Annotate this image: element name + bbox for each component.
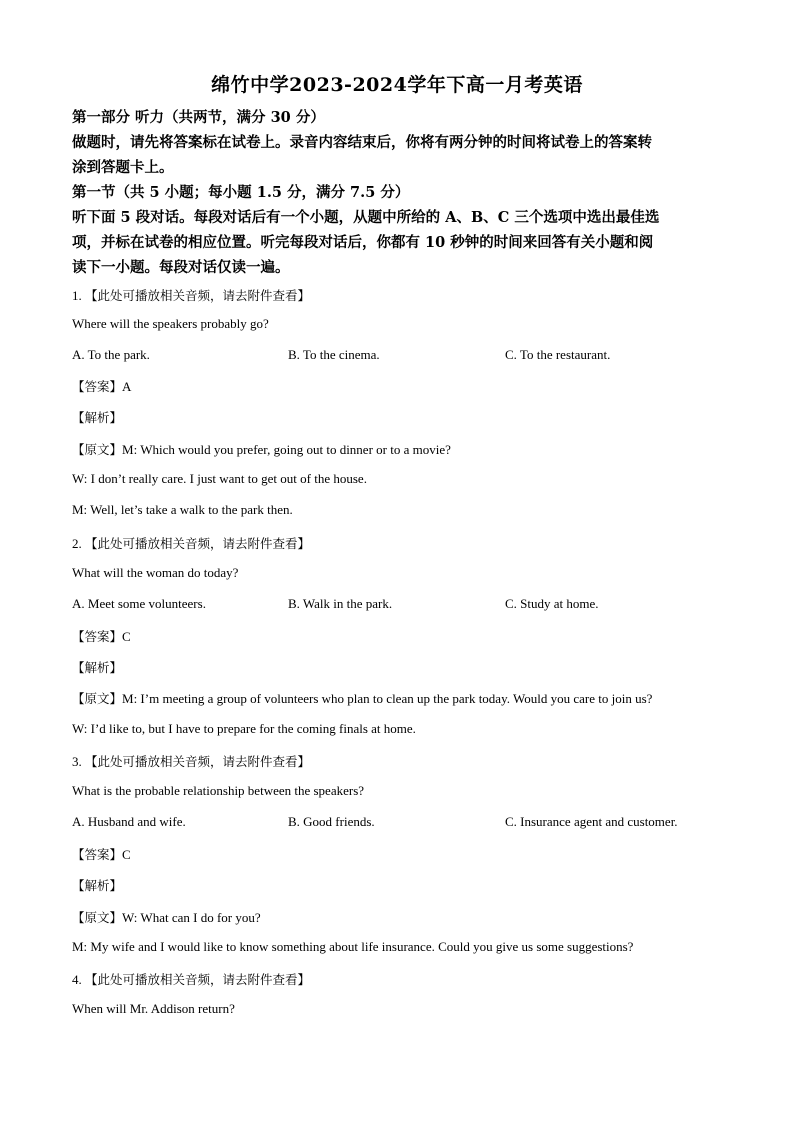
- transcript-text: M: Which would you prefer, going out to dinner or to a movie?: [122, 442, 451, 457]
- section-instructions-line-1: 做题时，请先将答案标在试卷上。录音内容结束后，你将有两分钟的时间将试卷上的答案转: [72, 134, 652, 151]
- question-3-analysis-label: 【解析】: [72, 878, 123, 893]
- answer-value: A: [122, 379, 132, 394]
- question-1-transcript-line-3: M: Well, let’s take a walk to the park then.: [72, 502, 293, 517]
- question-1-option-a: A. To the park.: [72, 347, 150, 362]
- section-heading: 第一部分 听力（共两节，满分 30 分）: [72, 109, 325, 126]
- page-title: 绵竹中学2023-2024学年下高一月考英语: [211, 74, 583, 96]
- question-3-transcript-line-1: [72, 908, 261, 926]
- subsection-instructions-line-3: 读下一小题。每段对话仅读一遍。: [72, 259, 290, 276]
- question-3-option-a: A. Husband and wife.: [72, 814, 186, 829]
- question-2-option-b: B. Walk in the park.: [288, 596, 393, 611]
- question-2-analysis-label: 【解析】: [72, 660, 123, 675]
- question-1-answer: [72, 377, 131, 395]
- audio-note: 【此处可播放相关音频，请去附件查看】: [85, 536, 311, 551]
- answer-label: 【答案】: [72, 629, 123, 644]
- audio-note: 【此处可播放相关音频，请去附件查看】: [85, 288, 311, 303]
- question-3-answer: [72, 845, 131, 863]
- question-2-text: What will the woman do today?: [72, 565, 239, 580]
- answer-label: 【答案】: [72, 847, 123, 862]
- section-instructions-line-2: 涂到答题卡上。: [72, 159, 174, 176]
- question-4-header: [72, 970, 310, 988]
- question-1-option-b: B. To the cinema.: [288, 347, 380, 362]
- question-number: 2.: [72, 536, 82, 551]
- question-3-header: [72, 752, 310, 770]
- question-number: 4.: [72, 972, 82, 987]
- question-3-option-c: C. Insurance agent and customer.: [505, 814, 678, 829]
- transcript-label: 【原文】: [72, 691, 123, 706]
- question-1-header: [72, 286, 310, 304]
- question-1-transcript-line-2: W: I don’t really care. I just want to get out of the house.: [72, 471, 367, 486]
- question-1-text: Where will the speakers probably go?: [72, 316, 269, 331]
- question-2-transcript-line-1: [72, 689, 652, 707]
- question-2-option-c: C. Study at home.: [505, 596, 599, 611]
- question-3-option-b: B. Good friends.: [288, 814, 375, 829]
- question-1-option-c: C. To the restaurant.: [505, 347, 611, 362]
- question-3-transcript-line-2: M: My wife and I would like to know something about life insurance. Could you give us some suggestions?: [72, 939, 634, 954]
- transcript-label: 【原文】: [72, 442, 123, 457]
- answer-value: C: [122, 847, 131, 862]
- question-2-header: [72, 534, 310, 552]
- audio-note: 【此处可播放相关音频，请去附件查看】: [85, 972, 311, 987]
- question-4-text: When will Mr. Addison return?: [72, 1001, 235, 1016]
- answer-value: C: [122, 629, 131, 644]
- subsection-instructions-line-2: 项，并标在试卷的相应位置。听完每段对话后，你都有 10 秒钟的时间来回答有关小题和阅: [72, 234, 654, 251]
- subsection-heading: 第一节（共 5 小题；每小题 1.5 分，满分 7.5 分）: [72, 184, 410, 201]
- audio-note: 【此处可播放相关音频，请去附件查看】: [85, 754, 311, 769]
- question-2-option-a: A. Meet some volunteers.: [72, 596, 206, 611]
- subsection-instructions-line-1: 听下面 5 段对话。每段对话后有一个小题，从题中所给的 A、B、C 三个选项中选出最佳选: [72, 209, 660, 226]
- question-number: 1.: [72, 288, 82, 303]
- transcript-text: W: What can I do for you?: [122, 910, 261, 925]
- answer-label: 【答案】: [72, 379, 123, 394]
- question-1-analysis-label: 【解析】: [72, 410, 123, 425]
- transcript-label: 【原文】: [72, 910, 123, 925]
- question-2-answer: [72, 627, 131, 645]
- question-1-transcript-line-1: [72, 440, 451, 458]
- question-3-text: What is the probable relationship between the speakers?: [72, 783, 365, 798]
- transcript-text: M: I’m meeting a group of volunteers who plan to clean up the park today. Would you care to join us?: [122, 691, 653, 706]
- question-2-transcript-line-2: W: I’d like to, but I have to prepare for the coming finals at home.: [72, 721, 416, 736]
- question-number: 3.: [72, 754, 82, 769]
